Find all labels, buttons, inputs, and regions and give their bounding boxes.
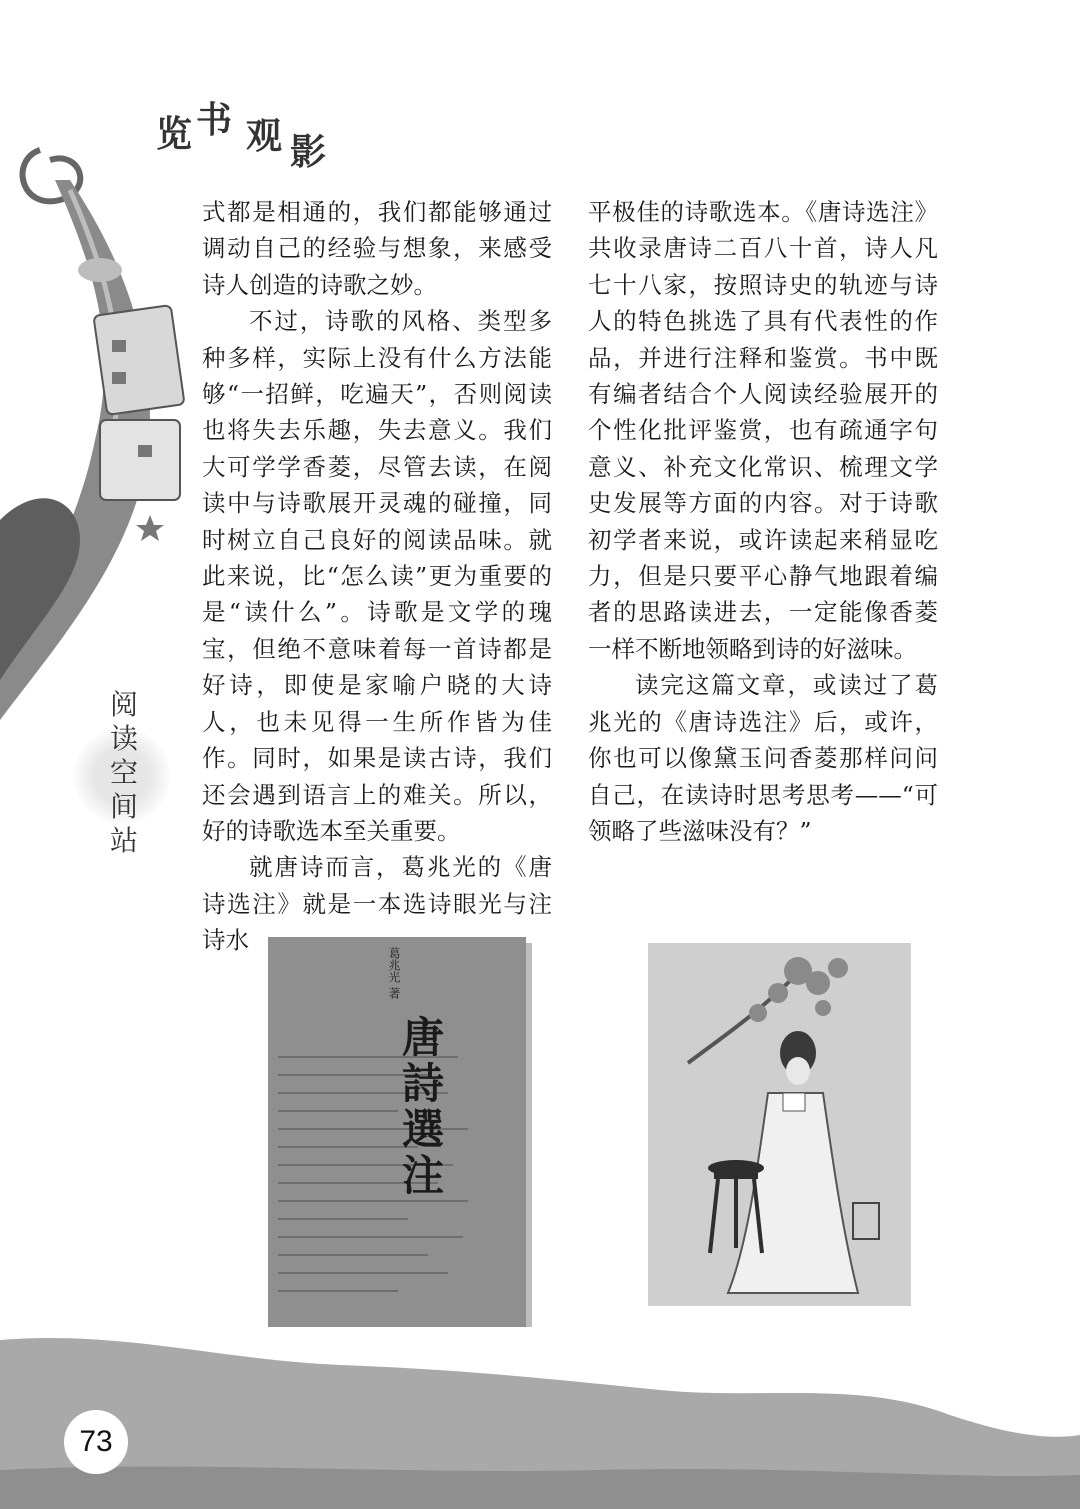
paragraph: 式都是相通的，我们都能够通过调动自己的经验与想象，来感受诗人创造的诗歌之妙。 (202, 198, 552, 299)
column-label-char: 间 (109, 790, 138, 823)
painting-illustration (648, 943, 911, 1306)
column-label-char: 读 (109, 722, 138, 755)
page-number: 73 (64, 1410, 128, 1474)
column-label-char: 阅 (109, 688, 138, 721)
paragraph: 平极佳的诗歌选本。《唐诗选注》共收录唐诗二百八十首，诗人凡七十八家，按照诗史的轨迹与诗人的特色挑选了具有代表性的作品，并进行注释和鉴赏。书中既有编者结合个人阅读经验展开的个性化批评鉴赏，也有疏通字句意义、补充文化常识、梳理文学史发展等方面的内容。对于诗歌初学者来说，或许读起来稍显吃力，但是只要平心静气地跟着编者的思路读进去，一定能像香菱一样不断地领略到诗的好滋味。 (588, 198, 938, 663)
decorative-illustration (0, 120, 190, 720)
paragraph: 读完这篇文章，或读过了葛兆光的《唐诗选注》后，或许，你也可以像黛玉问香菱那样问问自己，在读诗时思考思考——“可领略了些滋味没有？” (588, 671, 938, 845)
paragraph: 不过，诗歌的风格、类型多种多样，实际上没有什么方法能够“一招鲜，吃遍天”，否则阅读也将失去乐趣，失去意义。我们大可学学香菱，尽管去读，在阅读中与诗歌展开灵魂的碰撞，同时树立自己良好的阅读品味。就此来说，比“怎么读”更为重要的是“读什么”。诗歌是文学的瑰宝，但绝不意味着每一首诗都是好诗，即使是家喻户晓的大诗人，也未见得一生所作皆为佳作。同时，如果是读古诗，我们还会遇到语言上的难关。所以，好的诗歌选本至关重要。 (202, 307, 552, 845)
book-title: 唐詩選注 (396, 1015, 445, 1199)
book-cover-image (268, 937, 526, 1327)
book-spine-shadow (526, 943, 532, 1327)
column-label-char: 站 (109, 824, 138, 857)
cover-text-texture (278, 1047, 498, 1327)
book-author: 葛兆光 著 (387, 947, 401, 999)
paragraph: 就唐诗而言，葛兆光的《唐诗选注》就是一本选诗眼光与注诗水 (202, 853, 552, 955)
section-title-char: 书 (196, 100, 233, 141)
column-label-char: 空 (109, 756, 138, 789)
article-column-left (202, 194, 552, 959)
section-title-char: 影 (290, 132, 327, 173)
column-label (74, 688, 170, 857)
section-title-char: 观 (246, 116, 283, 157)
section-title-char: 览 (156, 114, 193, 155)
article-column-right (588, 194, 938, 849)
bottom-wave-decoration (0, 1320, 1080, 1509)
book-cover (268, 937, 526, 1327)
daiyu-painting-image (648, 943, 911, 1306)
